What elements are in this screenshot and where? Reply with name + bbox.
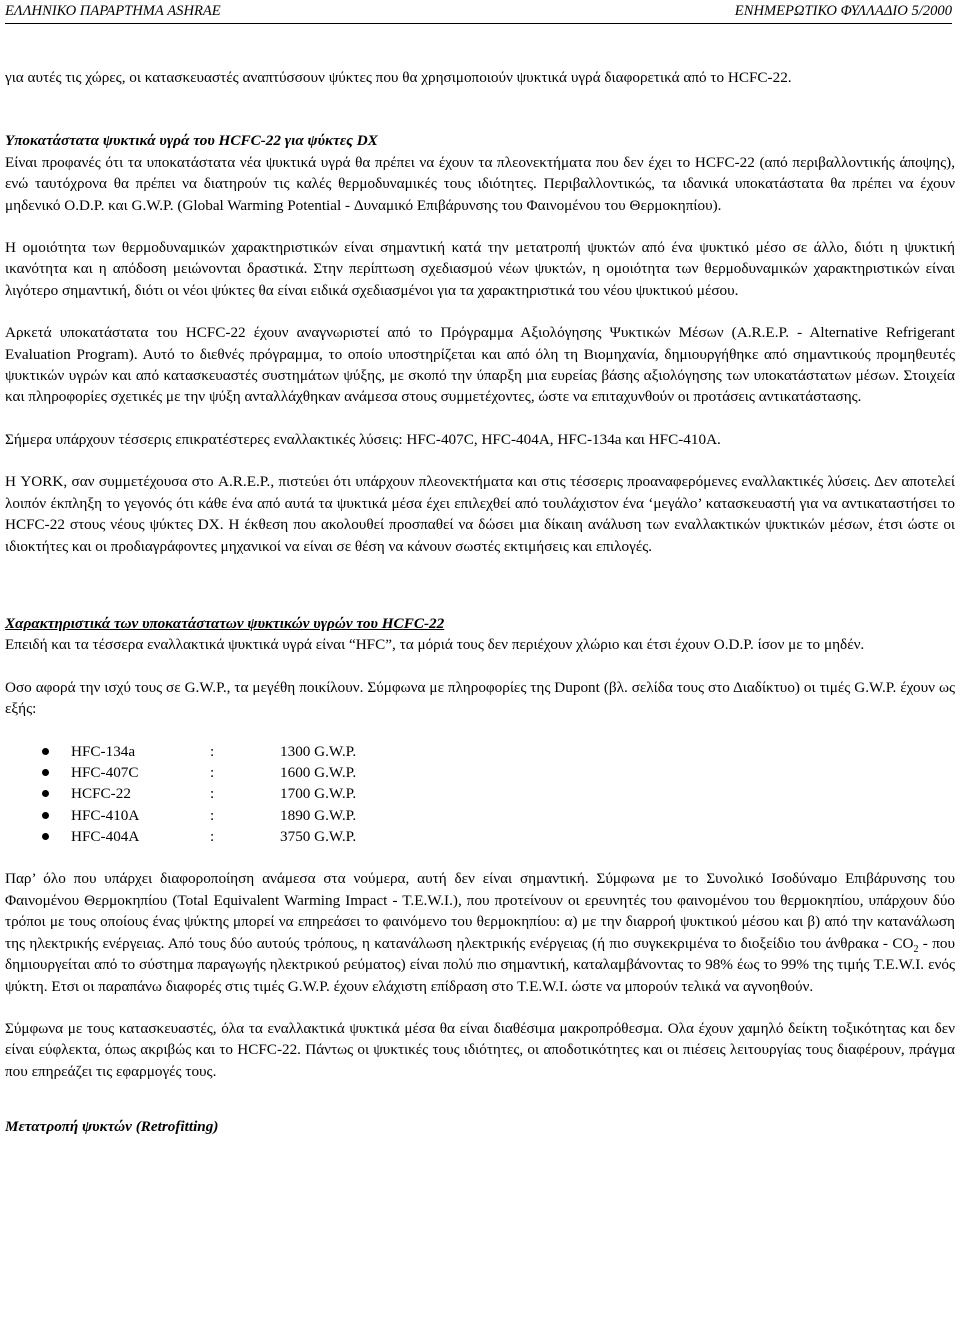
- paragraph: Οσο αφορά την ισχύ τους σε G.W.P., τα μεγέθη ποικίλουν. Σύμφωνα με πληροφορίες της Dupont (βλ. σελίδα τους στο Διαδίκτυο) οι τιμές G.W.P. έχουν ως εξής:: [5, 678, 955, 718]
- refrigerant-name: HFC-410A: [71, 806, 140, 824]
- header-right: ΕΝΗΜΕΡΩΤΙΚΟ ΦΥΛΛΑΔΙΟ 5/2000: [734, 3, 952, 19]
- list-item: [5, 783, 955, 804]
- list-item: [5, 741, 955, 762]
- bullet-icon: [42, 748, 49, 755]
- bullet-icon: [42, 769, 49, 776]
- refrigerant-name: HFC-407C: [71, 763, 139, 781]
- list-item: [5, 826, 955, 847]
- paragraph: Σύμφωνα με τους κατασκευαστές, όλα τα εναλλακτικά ψυκτικά μέσα θα είναι διαθέσιμα μακροπρόθεσμα. Ολα έχουν χαμηλό δείκτη τοξικότητας και δεν είναι εύφλεκτα, όπως ακριβώς και το HCFC-22. Πάντως οι ψυκτικές τους ιδιότητες, οι αποδοτικότητες και οι πιέσεις λειτουργίας τους διαφέρουν, πράγμα που επηρεάζει τις εφαρμογές τους.: [5, 1019, 955, 1080]
- refrigerant-name: HFC-404A: [71, 828, 140, 846]
- paragraph: Η YORK, σαν συμμετέχουσα στο A.R.E.P., πιστεύει ότι υπάρχουν πλεονεκτήματα και στις τέσσερις προαναφερόμενες εναλλακτικές λύσεις. Δεν αποτελεί λοιπόν έκπληξη το γεγονός ότι κάθε ένα από αυτά τα ψυκτικά μέσα έχει επιλεχθεί από τουλάχιστον ένα ‘μεγάλο’ κατασκευαστή για να αντικαταστήσει το HCFC-22 στους νέους ψύκτες DX. Η έκθεση που ακολουθεί προσπαθεί να δώσει μια δίκαιη ανάλυση των εναλλακτικών ψυκτικών μέσων, έτσι ώστε οι ιδιοκτήτες και οι προδιαγράφοντες μηχανικοί να είναι σε θέση να κάνουν σωστές εκτιμήσεις και επιλογές.: [5, 473, 955, 555]
- header-left: ΕΛΛΗΝΙΚΟ ΠΑΡΑΡΤΗΜΑ ASHRAE: [5, 3, 221, 19]
- subscript-text: 2: [913, 943, 919, 955]
- gwp-value: 1300 G.W.P.: [280, 742, 357, 760]
- list-item: [5, 805, 955, 826]
- separator: :: [210, 806, 215, 824]
- document-body: [5, 67, 955, 1138]
- paragraph-text: - που δημιουργείται από το σύστημα παραγωγής ηλεκτρικού ρεύματος) είναι πολύ πιο σημαντική, καταλαμβάνοντας το 98% έως το 99% της τιμής T.E.W.I. ενός ψύκτη. Ετσι οι παραπάνω διαφορές στις τιμές G.W.P. έχουν ελάχιστη επίδραση στο T.E.W.I. ώστε να μπορούν τελικά να αγνοηθούν.: [5, 934, 955, 995]
- paragraph-tewi: [5, 868, 955, 996]
- bullet-icon: [42, 812, 49, 819]
- separator: :: [210, 785, 215, 803]
- list-item: [5, 762, 955, 783]
- paragraph: Επειδή και τα τέσσερα εναλλακτικά ψυκτικά υγρά είναι “HFC”, τα μόριά τους δεν περιέχουν χλώριο και έτσι έχουν O.D.P. ίσον με το μηδέν.: [5, 636, 865, 654]
- refrigerant-name: HCFC-22: [71, 785, 131, 803]
- gwp-value: 3750 G.W.P.: [280, 828, 357, 846]
- separator: :: [210, 763, 215, 781]
- gwp-value: 1890 G.W.P.: [280, 806, 357, 824]
- bullet-icon: [42, 833, 49, 840]
- section-heading-retrofitting: Μετατροπή ψυκτών (Retrofitting): [5, 1118, 219, 1136]
- gwp-value: 1600 G.W.P.: [280, 763, 357, 781]
- paragraph: Σήμερα υπάρχουν τέσσερις επικρατέστερες εναλλακτικές λύσεις: HFC-407C, HFC-404A, HFC-134a και HFC-410A.: [5, 430, 721, 448]
- gwp-list: [5, 741, 955, 848]
- paragraph-text: Παρ’ όλο που υπάρχει διαφοροποίηση ανάμεσα στα νούμερα, αυτή δεν είναι σημαντική. Σύμφωνα με το Συνολικό Ισοδύναμο Επιβάρυνσης του Φαινομένου Θερμοκηπίου (Total Equivalent Warming Impact - T.E.W.I.), που προτείνουν οι ερευνητές του φαινομένου του θερμοκηπίου, υπάρχουν δύο τρόποι με τους οποίους ένας ψύκτης μπορεί να επηρεάσει το φαινόμενο του θερμοκηπίου: α) με την διαρροή ψυκτικού μέσου και β) από την κατανάλωση της ηλεκτρικής ενέργειας. Από τους δύο αυτούς τρόπους, η κατανάλωση ηλεκτρικής ενέργειας (ή πιο συγκεκριμένα το διοξείδιο του άνθρακα - CO: [5, 870, 955, 952]
- separator: :: [210, 828, 215, 846]
- paragraph: Αρκετά υποκατάστατα του HCFC-22 έχουν αναγνωριστεί από το Πρόγραμμα Αξιολόγησης Ψυκτικών Μέσων (A.R.E.P. - Alternative Refrigerant Evaluation Program). Αυτό το διεθνές πρόγραμμα, το οποίο υποστηρίζεται και από όλη τη Βιομηχανία, δημιουργήθηκε από σημαντικούς προμηθευτές ψυκτικών υγρών και από κατασκευαστές συστημάτων ψύξης, με σκοπό την ύπαρξη μια ευρείας βάσης αξιολόγησης των υποκατάστατων μέσων. Στοιχεία και πληροφορίες σχετικές με την ψύξη ανταλλάχθηκαν ανάμεσα στους συμμετέχοντες, ώστε να επιταχυνθούν οι προτάσεις αντικατάστασης.: [5, 324, 955, 406]
- paragraph: Είναι προφανές ότι τα υποκατάστατα νέα ψυκτικά υγρά θα πρέπει να έχουν τα πλεονεκτήματα που δεν έχει το HCFC-22 (από περιβαλλοντικής άποψης), ενώ ταυτόχρονα θα πρέπει να διατηρούν τις καλές θερμοδυναμικές τους ιδιότητες. Περιβαλλοντικώς, τα ιδανικά υποκατάστατα θα πρέπει να έχουν μηδενικό O.D.P. και G.W.P. (Global Warming Potential - Δυναμικό Επιβάρυνσης του Φαινομένου του Θερμοκηπίου).: [5, 153, 955, 214]
- section-heading-characteristics: Χαρακτηριστικά των υποκατάστατων ψυκτικών υγρών του HCFC-22: [5, 614, 445, 632]
- paragraph: Η ομοιότητα των θερμοδυναμικών χαρακτηριστικών είναι σημαντική κατά την μετατροπή ψυκτών από ένα ψυκτικό μέσο σε άλλο, διότι η ψυκτική ικανότητα και η απόδοση μειώνονται δραστικά. Στην περίπτωση σχεδιασμού νέων ψυκτών, η ομοιότητα των θερμοδυναμικών χαρακτηριστικών είναι λιγότερο σημαντική, διότι οι νέοι ψύκτες θα είναι ειδικά σχεδιασμένοι για τα χαρακτηριστικά του νέου ψυκτικού μέσου.: [5, 239, 955, 299]
- running-header: [5, 1, 952, 24]
- separator: :: [210, 742, 215, 760]
- intro-continuation: για αυτές τις χώρες, οι κατασκευαστές αναπτύσσουν ψύκτες που θα χρησιμοποιούν ψυκτικά υγρά διαφορετικά από το HCFC-22.: [5, 69, 792, 86]
- section-heading-substitutes: Υποκατάστατα ψυκτικά υγρά του HCFC-22 για ψύκτες DX: [5, 132, 378, 150]
- gwp-value: 1700 G.W.P.: [280, 785, 357, 803]
- refrigerant-name: HFC-134a: [71, 742, 136, 760]
- bullet-icon: [42, 790, 49, 797]
